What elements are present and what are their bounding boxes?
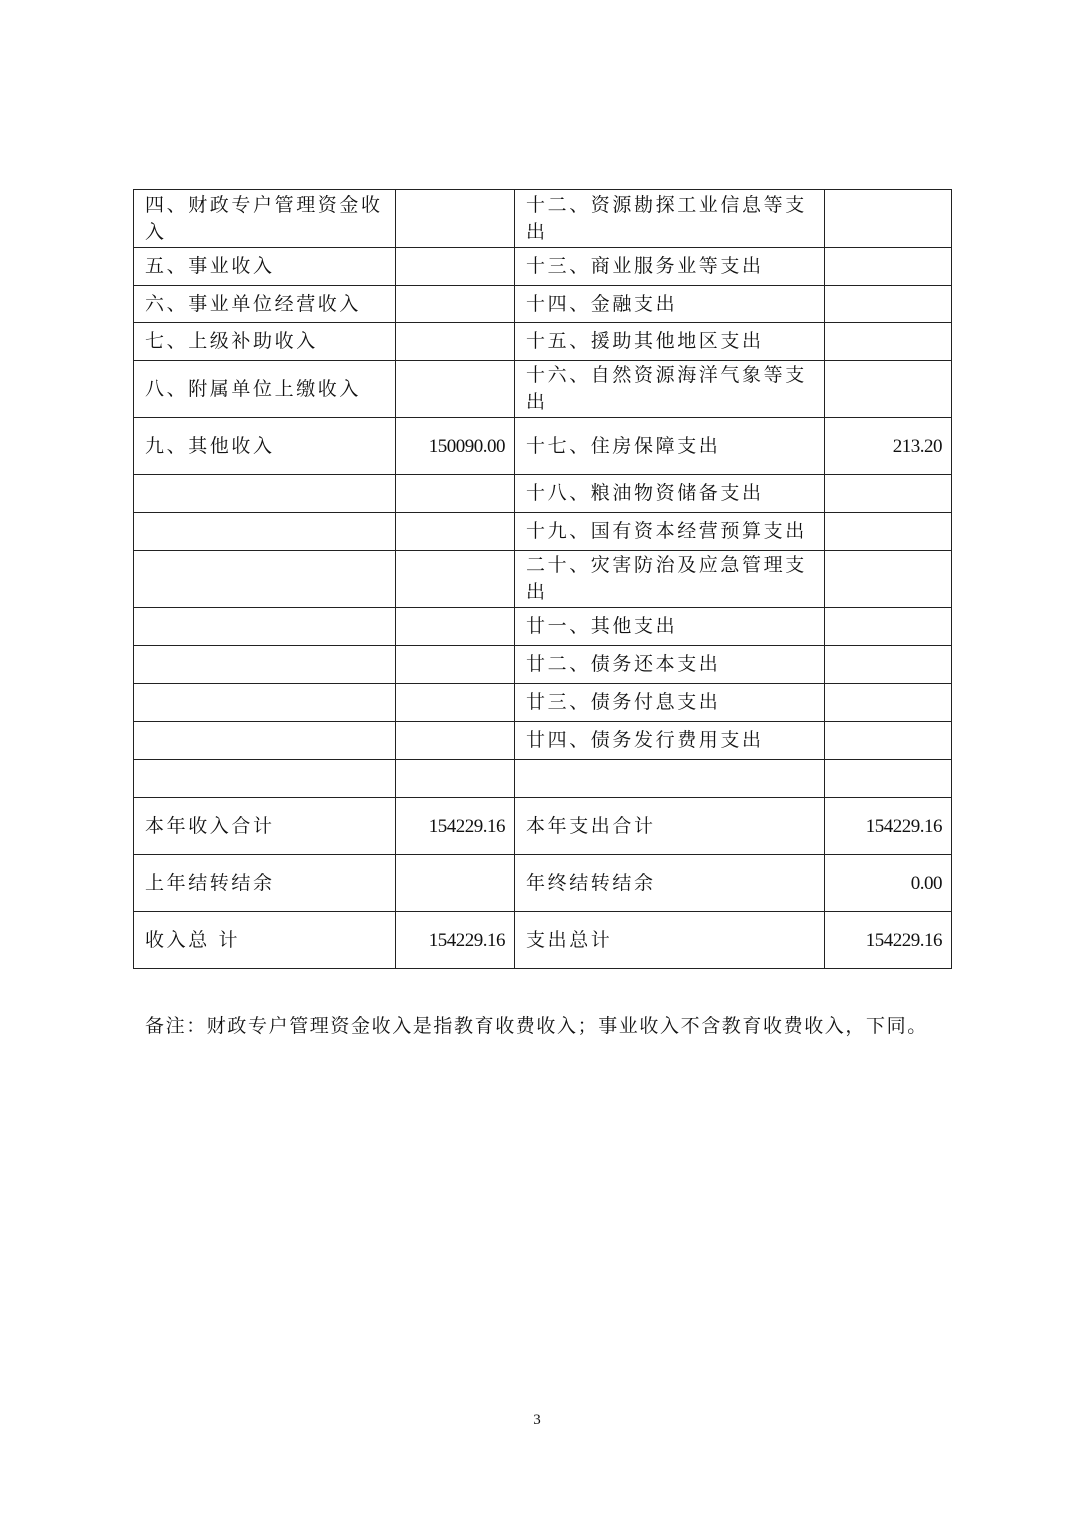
expense-amount-cell bbox=[825, 361, 952, 418]
expense-amount-cell bbox=[825, 608, 952, 646]
footnote: 备注：财政专户管理资金收入是指教育收费收入；事业收入不含教育收费收入，下同。 bbox=[145, 1015, 928, 1037]
expense-item-cell: 廿一、其他支出 bbox=[515, 608, 825, 646]
income-amount-cell bbox=[396, 551, 515, 608]
expense-amount-cell bbox=[825, 323, 952, 361]
budget-table bbox=[133, 189, 952, 969]
income-amount-cell bbox=[396, 286, 515, 323]
expense-amount-cell bbox=[825, 286, 952, 323]
expense-item-cell: 支出总计 bbox=[515, 912, 825, 969]
income-amount-cell bbox=[396, 646, 515, 684]
table-row bbox=[134, 646, 952, 684]
table-row bbox=[134, 684, 952, 722]
table-row bbox=[134, 475, 952, 513]
table-row bbox=[134, 608, 952, 646]
expense-amount-cell bbox=[825, 513, 952, 551]
budget-table-body bbox=[134, 190, 952, 969]
table-row bbox=[134, 855, 952, 912]
expense-item-cell: 十四、金融支出 bbox=[515, 286, 825, 323]
income-amount-cell bbox=[396, 760, 515, 798]
income-item-cell: 四、财政专户管理资金收入 bbox=[134, 190, 396, 248]
income-item-cell bbox=[134, 684, 396, 722]
expense-item-cell: 年终结转结余 bbox=[515, 855, 825, 912]
income-item-cell: 八、附属单位上缴收入 bbox=[134, 361, 396, 418]
income-amount-cell: 154229.16 bbox=[396, 798, 515, 855]
expense-item-cell bbox=[515, 760, 825, 798]
expense-amount-cell bbox=[825, 760, 952, 798]
table-row bbox=[134, 798, 952, 855]
income-amount-cell bbox=[396, 608, 515, 646]
income-item-cell: 五、事业收入 bbox=[134, 248, 396, 286]
income-item-cell: 收入总 计 bbox=[134, 912, 396, 969]
expense-item-cell: 十七、住房保障支出 bbox=[515, 418, 825, 475]
expense-amount-cell: 154229.16 bbox=[825, 912, 952, 969]
expense-item-cell: 二十、灾害防治及应急管理支出 bbox=[515, 551, 825, 608]
expense-amount-cell bbox=[825, 684, 952, 722]
expense-amount-cell: 0.00 bbox=[825, 855, 952, 912]
expense-item-cell: 十九、国有资本经营预算支出 bbox=[515, 513, 825, 551]
expense-amount-cell bbox=[825, 475, 952, 513]
income-amount-cell bbox=[396, 513, 515, 551]
income-item-cell bbox=[134, 475, 396, 513]
expense-item-cell: 十八、粮油物资储备支出 bbox=[515, 475, 825, 513]
expense-item-cell: 廿二、债务还本支出 bbox=[515, 646, 825, 684]
table-row bbox=[134, 248, 952, 286]
table-row bbox=[134, 513, 952, 551]
table-row bbox=[134, 361, 952, 418]
income-amount-cell bbox=[396, 248, 515, 286]
income-amount-cell bbox=[396, 684, 515, 722]
income-item-cell: 六、事业单位经营收入 bbox=[134, 286, 396, 323]
income-item-cell: 九、其他收入 bbox=[134, 418, 396, 475]
income-amount-cell bbox=[396, 361, 515, 418]
table-row bbox=[134, 760, 952, 798]
table-row bbox=[134, 912, 952, 969]
income-item-cell: 本年收入合计 bbox=[134, 798, 396, 855]
income-amount-cell bbox=[396, 190, 515, 248]
expense-amount-cell bbox=[825, 190, 952, 248]
expense-amount-cell: 154229.16 bbox=[825, 798, 952, 855]
table-row bbox=[134, 551, 952, 608]
expense-amount-cell bbox=[825, 722, 952, 760]
income-amount-cell bbox=[396, 475, 515, 513]
income-item-cell bbox=[134, 722, 396, 760]
expense-item-cell: 本年支出合计 bbox=[515, 798, 825, 855]
expense-amount-cell bbox=[825, 646, 952, 684]
income-amount-cell: 154229.16 bbox=[396, 912, 515, 969]
expense-item-cell: 十六、自然资源海洋气象等支出 bbox=[515, 361, 825, 418]
income-amount-cell: 150090.00 bbox=[396, 418, 515, 475]
income-item-cell bbox=[134, 646, 396, 684]
income-item-cell: 七、上级补助收入 bbox=[134, 323, 396, 361]
income-amount-cell bbox=[396, 323, 515, 361]
income-item-cell bbox=[134, 608, 396, 646]
expense-amount-cell bbox=[825, 248, 952, 286]
income-item-cell bbox=[134, 551, 396, 608]
table-row bbox=[134, 323, 952, 361]
expense-amount-cell bbox=[825, 551, 952, 608]
expense-item-cell: 廿三、债务付息支出 bbox=[515, 684, 825, 722]
expense-amount-cell: 213.20 bbox=[825, 418, 952, 475]
income-item-cell bbox=[134, 513, 396, 551]
income-amount-cell bbox=[396, 855, 515, 912]
income-item-cell bbox=[134, 760, 396, 798]
table-row bbox=[134, 286, 952, 323]
income-item-cell: 上年结转结余 bbox=[134, 855, 396, 912]
expense-item-cell: 十二、资源勘探工业信息等支出 bbox=[515, 190, 825, 248]
table-row bbox=[134, 722, 952, 760]
table-row bbox=[134, 418, 952, 475]
table-row bbox=[134, 190, 952, 248]
page-number: 3 bbox=[533, 1412, 541, 1428]
expense-item-cell: 十五、援助其他地区支出 bbox=[515, 323, 825, 361]
income-amount-cell bbox=[396, 722, 515, 760]
expense-item-cell: 十三、商业服务业等支出 bbox=[515, 248, 825, 286]
expense-item-cell: 廿四、债务发行费用支出 bbox=[515, 722, 825, 760]
